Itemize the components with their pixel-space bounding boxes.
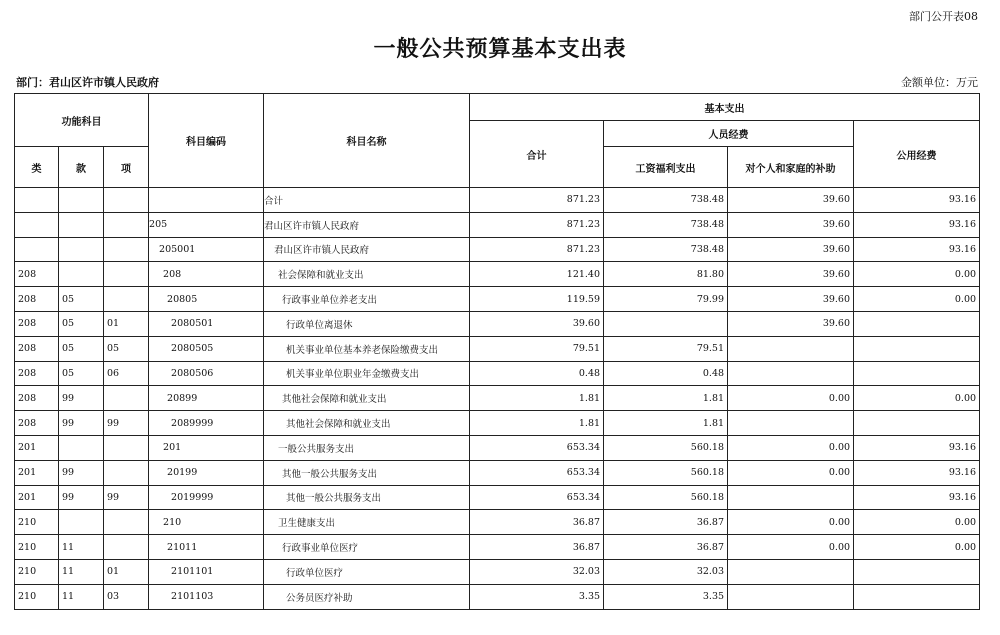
cell-code: 2080501 (149, 311, 264, 336)
cell-total: 121.40 (470, 262, 604, 287)
cell-public: 0.00 (854, 510, 980, 535)
cell-public (854, 361, 980, 386)
cell-xiang: 99 (104, 411, 149, 436)
cell-lei: 210 (15, 535, 59, 560)
cell-total: 32.03 (470, 559, 604, 584)
cell-kuan: 11 (59, 559, 104, 584)
cell-name: 其他一般公共服务支出 (264, 460, 470, 485)
header-code: 科目编码 (149, 94, 264, 188)
cell-name: 合计 (264, 188, 470, 213)
cell-public: 93.16 (854, 188, 980, 213)
header-total: 合计 (470, 121, 604, 188)
cell-public: 93.16 (854, 435, 980, 460)
cell-xiang (104, 287, 149, 312)
table-row (15, 336, 980, 361)
cell-name: 机关事业单位基本养老保险缴费支出 (264, 336, 470, 361)
cell-total: 79.51 (470, 336, 604, 361)
cell-total: 653.34 (470, 485, 604, 510)
cell-name: 其他社会保障和就业支出 (264, 386, 470, 411)
cell-subsidy: 39.60 (728, 212, 854, 237)
cell-subsidy: 39.60 (728, 262, 854, 287)
cell-xiang (104, 460, 149, 485)
cell-salary: 32.03 (604, 559, 728, 584)
cell-code: 2089999 (149, 411, 264, 436)
table-row (15, 188, 980, 213)
cell-total: 119.59 (470, 287, 604, 312)
cell-lei: 201 (15, 435, 59, 460)
cell-lei: 208 (15, 336, 59, 361)
cell-lei: 208 (15, 262, 59, 287)
cell-subsidy: 0.00 (728, 510, 854, 535)
cell-lei (15, 188, 59, 213)
table-row (15, 584, 980, 609)
cell-salary: 81.80 (604, 262, 728, 287)
cell-kuan: 99 (59, 485, 104, 510)
cell-kuan (59, 237, 104, 262)
cell-public: 93.16 (854, 237, 980, 262)
cell-total: 36.87 (470, 510, 604, 535)
cell-lei: 208 (15, 287, 59, 312)
cell-subsidy: 39.60 (728, 237, 854, 262)
cell-public: 93.16 (854, 212, 980, 237)
cell-kuan (59, 188, 104, 213)
table-row (15, 535, 980, 560)
cell-code: 210 (149, 510, 264, 535)
cell-public: 0.00 (854, 287, 980, 312)
budget-table (14, 93, 980, 610)
cell-total: 1.81 (470, 386, 604, 411)
cell-xiang (104, 535, 149, 560)
cell-subsidy: 0.00 (728, 435, 854, 460)
cell-salary: 79.51 (604, 336, 728, 361)
header-basic: 基本支出 (470, 94, 980, 121)
cell-xiang: 06 (104, 361, 149, 386)
header-kuan: 款 (59, 147, 104, 188)
cell-subsidy (728, 559, 854, 584)
cell-public (854, 311, 980, 336)
cell-name: 卫生健康支出 (264, 510, 470, 535)
cell-code: 20805 (149, 287, 264, 312)
cell-code: 208 (149, 262, 264, 287)
header-func-subject: 功能科目 (15, 94, 149, 147)
cell-name: 君山区许市镇人民政府 (264, 212, 470, 237)
cell-salary: 0.48 (604, 361, 728, 386)
cell-xiang (104, 262, 149, 287)
cell-xiang: 99 (104, 485, 149, 510)
cell-kuan (59, 435, 104, 460)
table-row (15, 485, 980, 510)
cell-public (854, 559, 980, 584)
cell-public: 93.16 (854, 485, 980, 510)
cell-kuan (59, 262, 104, 287)
cell-xiang (104, 435, 149, 460)
table-row (15, 212, 980, 237)
table-row (15, 262, 980, 287)
cell-subsidy: 0.00 (728, 460, 854, 485)
cell-xiang: 01 (104, 559, 149, 584)
cell-name: 公务员医疗补助 (264, 584, 470, 609)
header-personnel: 人员经费 (604, 121, 854, 147)
cell-name: 机关事业单位职业年金缴费支出 (264, 361, 470, 386)
cell-xiang: 03 (104, 584, 149, 609)
cell-lei: 210 (15, 559, 59, 584)
cell-code: 2080505 (149, 336, 264, 361)
cell-lei: 208 (15, 411, 59, 436)
cell-total: 0.48 (470, 361, 604, 386)
table-row (15, 361, 980, 386)
cell-salary: 738.48 (604, 212, 728, 237)
cell-xiang (104, 188, 149, 213)
cell-lei (15, 212, 59, 237)
table-row (15, 287, 980, 312)
table-row (15, 460, 980, 485)
cell-name: 社会保障和就业支出 (264, 262, 470, 287)
cell-total: 39.60 (470, 311, 604, 336)
cell-total: 36.87 (470, 535, 604, 560)
cell-salary: 560.18 (604, 460, 728, 485)
table-row (15, 510, 980, 535)
cell-public (854, 584, 980, 609)
cell-kuan: 99 (59, 386, 104, 411)
cell-kuan: 05 (59, 336, 104, 361)
cell-public: 0.00 (854, 262, 980, 287)
cell-salary: 3.35 (604, 584, 728, 609)
cell-kuan: 11 (59, 584, 104, 609)
cell-name: 君山区许市镇人民政府 (264, 237, 470, 262)
cell-code: 20899 (149, 386, 264, 411)
cell-code: 2101103 (149, 584, 264, 609)
cell-subsidy (728, 584, 854, 609)
header-name: 科目名称 (264, 94, 470, 188)
cell-xiang (104, 386, 149, 411)
cell-subsidy: 39.60 (728, 188, 854, 213)
table-row (15, 237, 980, 262)
cell-subsidy (728, 411, 854, 436)
cell-lei (15, 237, 59, 262)
cell-public (854, 411, 980, 436)
page-title: 一般公共预算基本支出表 (373, 37, 627, 62)
header-subsidy: 对个人和家庭的补助 (728, 147, 854, 188)
cell-subsidy (728, 485, 854, 510)
cell-code: 205 (149, 212, 264, 237)
cell-name: 其他一般公共服务支出 (264, 485, 470, 510)
cell-lei: 208 (15, 386, 59, 411)
cell-salary: 560.18 (604, 485, 728, 510)
cell-code: 20199 (149, 460, 264, 485)
table-body (15, 188, 980, 610)
cell-salary: 1.81 (604, 386, 728, 411)
cell-subsidy: 0.00 (728, 535, 854, 560)
cell-kuan: 99 (59, 411, 104, 436)
cell-code: 21011 (149, 535, 264, 560)
cell-code: 2080506 (149, 361, 264, 386)
cell-total: 3.35 (470, 584, 604, 609)
cell-name: 其他社会保障和就业支出 (264, 411, 470, 436)
header-lei: 类 (15, 147, 59, 188)
cell-kuan: 05 (59, 287, 104, 312)
cell-total: 653.34 (470, 460, 604, 485)
cell-name: 行政事业单位养老支出 (264, 287, 470, 312)
cell-kuan (59, 212, 104, 237)
cell-salary: 738.48 (604, 237, 728, 262)
cell-salary: 1.81 (604, 411, 728, 436)
cell-kuan (59, 510, 104, 535)
cell-salary: 36.87 (604, 535, 728, 560)
cell-name: 行政单位离退休 (264, 311, 470, 336)
cell-subsidy (728, 361, 854, 386)
table-row (15, 435, 980, 460)
cell-public: 93.16 (854, 460, 980, 485)
cell-total: 871.23 (470, 188, 604, 213)
cell-code: 2101101 (149, 559, 264, 584)
cell-lei: 208 (15, 311, 59, 336)
cell-salary: 560.18 (604, 435, 728, 460)
cell-salary: 36.87 (604, 510, 728, 535)
cell-subsidy (728, 336, 854, 361)
cell-kuan: 05 (59, 361, 104, 386)
cell-salary (604, 311, 728, 336)
cell-total: 1.81 (470, 411, 604, 436)
cell-total: 653.34 (470, 435, 604, 460)
cell-code (149, 188, 264, 213)
cell-salary: 738.48 (604, 188, 728, 213)
cell-name: 一般公共服务支出 (264, 435, 470, 460)
cell-xiang (104, 237, 149, 262)
page-id-label: 部门公开表08 (909, 10, 978, 23)
cell-xiang: 01 (104, 311, 149, 336)
header-public: 公用经费 (854, 121, 980, 188)
cell-salary: 79.99 (604, 287, 728, 312)
cell-xiang (104, 510, 149, 535)
cell-lei: 208 (15, 361, 59, 386)
cell-public: 0.00 (854, 535, 980, 560)
header-salary: 工资福利支出 (604, 147, 728, 188)
cell-code: 205001 (149, 237, 264, 262)
cell-subsidy: 39.60 (728, 287, 854, 312)
cell-xiang (104, 212, 149, 237)
cell-name: 行政事业单位医疗 (264, 535, 470, 560)
header-xiang: 项 (104, 147, 149, 188)
cell-name: 行政单位医疗 (264, 559, 470, 584)
cell-code: 2019999 (149, 485, 264, 510)
department-label: 部门：君山区许市镇人民政府 (16, 76, 159, 89)
cell-total: 871.23 (470, 237, 604, 262)
cell-public (854, 336, 980, 361)
table-row (15, 386, 980, 411)
cell-subsidy: 0.00 (728, 386, 854, 411)
cell-lei: 210 (15, 510, 59, 535)
table-row (15, 411, 980, 436)
cell-public: 0.00 (854, 386, 980, 411)
cell-lei: 201 (15, 460, 59, 485)
table-row (15, 559, 980, 584)
cell-xiang: 05 (104, 336, 149, 361)
cell-subsidy: 39.60 (728, 311, 854, 336)
cell-code: 201 (149, 435, 264, 460)
cell-kuan: 11 (59, 535, 104, 560)
table-header (15, 94, 980, 188)
unit-label: 金额单位：万元 (901, 76, 978, 89)
cell-lei: 210 (15, 584, 59, 609)
cell-kuan: 05 (59, 311, 104, 336)
cell-kuan: 99 (59, 460, 104, 485)
cell-total: 871.23 (470, 212, 604, 237)
cell-lei: 201 (15, 485, 59, 510)
table-row (15, 311, 980, 336)
